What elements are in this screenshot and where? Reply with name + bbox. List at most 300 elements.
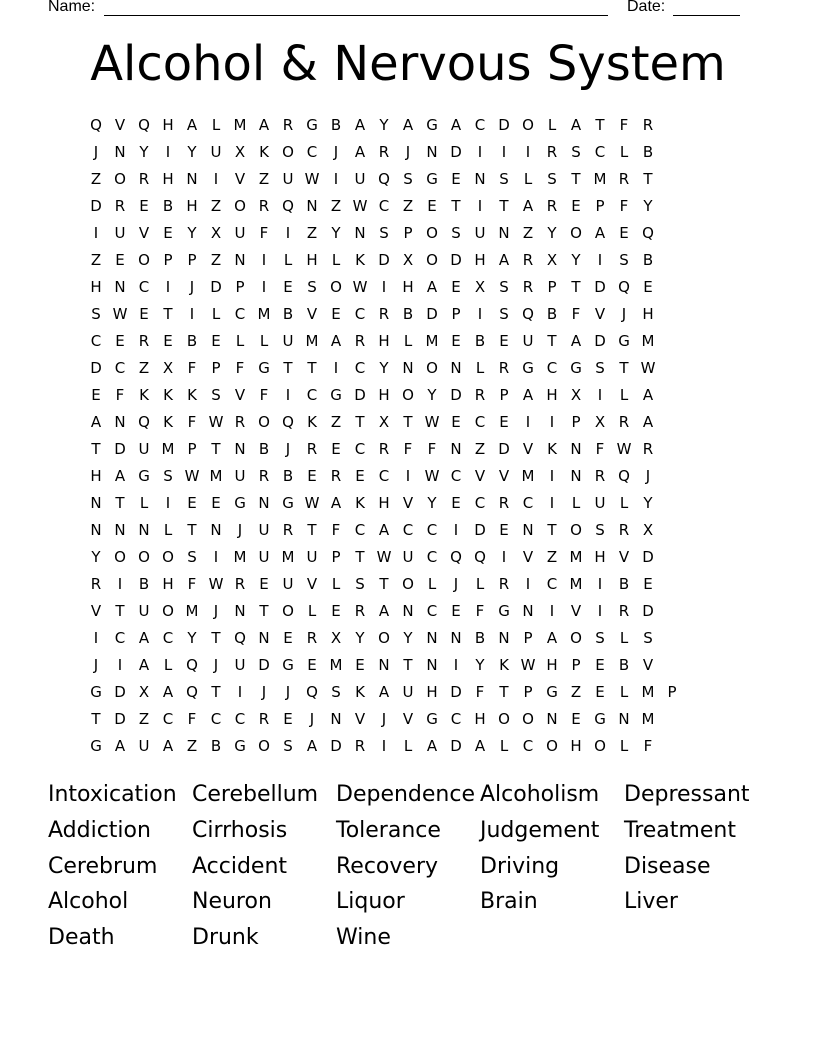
grid-letter: B (642, 143, 654, 161)
grid-letter: U (402, 683, 414, 701)
grid-letter: I (333, 359, 339, 377)
grid-letter: A (162, 737, 174, 755)
grid-letter: D (450, 386, 462, 404)
grid-letter: P (211, 359, 221, 377)
grid-letter: M (209, 467, 223, 485)
grid-row (84, 247, 732, 274)
grid-letter: X (162, 359, 174, 377)
grid-letter: A (114, 737, 126, 755)
grid-letter: S (547, 170, 557, 188)
grid-letter: R (642, 440, 654, 458)
grid-letter: I (285, 224, 291, 242)
grid-letter: N (186, 170, 198, 188)
grid-letter: O (114, 170, 126, 188)
grid-row (84, 436, 732, 463)
grid-row (84, 139, 732, 166)
grid-letter: T (379, 575, 389, 593)
grid-letter: Y (331, 224, 341, 242)
grid-letter: R (546, 143, 558, 161)
grid-letter: L (283, 251, 293, 269)
grid-letter: G (234, 494, 246, 512)
grid-letter: M (569, 575, 583, 593)
grid-letter: L (427, 575, 437, 593)
grid-letter: A (186, 116, 198, 134)
grid-letter: N (570, 440, 582, 458)
grid-letter: J (93, 143, 99, 161)
grid-letter: F (259, 386, 269, 404)
grid-letter: E (163, 224, 173, 242)
grid-letter: L (619, 386, 629, 404)
grid-letter: C (450, 467, 462, 485)
grid-letter: R (522, 278, 534, 296)
grid-letter: F (187, 710, 197, 728)
grid-letter: M (521, 467, 535, 485)
grid-letter: J (309, 710, 315, 728)
grid-letter: F (403, 440, 413, 458)
grid-letter: N (618, 710, 630, 728)
grid-letter: R (258, 467, 270, 485)
grid-letter: B (138, 575, 150, 593)
grid-row (84, 112, 732, 139)
grid-letter: M (233, 548, 247, 566)
grid-row (84, 652, 732, 679)
grid-letter: K (259, 143, 269, 161)
grid-letter: S (643, 629, 653, 647)
grid-letter: N (258, 629, 270, 647)
grid-letter: Y (379, 116, 389, 134)
grid-letter: E (355, 656, 365, 674)
grid-letter: H (186, 197, 198, 215)
grid-row (84, 328, 732, 355)
grid-letter: H (90, 278, 102, 296)
grid-letter: P (667, 683, 677, 701)
grid-letter: J (621, 305, 627, 323)
grid-letter: O (258, 737, 270, 755)
word-list-item: Wine (336, 925, 391, 951)
grid-letter: E (595, 656, 605, 674)
grid-letter: Z (90, 170, 102, 188)
grid-letter: C (354, 305, 366, 323)
grid-letter: C (354, 359, 366, 377)
grid-letter: N (234, 602, 246, 620)
grid-letter: K (355, 251, 365, 269)
grid-letter: L (163, 656, 173, 674)
grid-letter: Y (427, 494, 437, 512)
grid-letter: U (138, 440, 150, 458)
grid-letter: D (330, 737, 342, 755)
grid-letter: C (426, 602, 438, 620)
grid-letter: G (426, 170, 438, 188)
grid-letter: C (450, 710, 462, 728)
grid-letter: A (138, 656, 150, 674)
word-list-item: Death (48, 925, 115, 951)
grid-letter: X (546, 251, 558, 269)
grid-letter: M (329, 656, 343, 674)
grid-letter: K (163, 386, 173, 404)
grid-letter: R (138, 332, 150, 350)
grid-letter: F (619, 197, 629, 215)
grid-letter: R (618, 602, 630, 620)
grid-letter: R (330, 467, 342, 485)
word-list-item: Neuron (192, 889, 272, 915)
grid-letter: T (499, 683, 509, 701)
grid-letter: H (474, 710, 486, 728)
grid-letter: I (549, 494, 555, 512)
grid-letter: Y (355, 629, 365, 647)
grid-letter: E (451, 278, 461, 296)
grid-letter: A (570, 332, 582, 350)
grid-letter: H (162, 575, 174, 593)
grid-letter: N (210, 521, 222, 539)
grid-letter: M (593, 170, 607, 188)
grid-letter: T (211, 683, 221, 701)
grid-letter: A (450, 116, 462, 134)
grid-letter: D (378, 251, 390, 269)
grid-letter: K (187, 386, 197, 404)
grid-letter: D (258, 656, 270, 674)
grid-letter: I (549, 413, 555, 431)
grid-letter: C (594, 143, 606, 161)
grid-letter: V (474, 467, 486, 485)
grid-letter: X (378, 413, 390, 431)
grid-letter: G (234, 737, 246, 755)
word-list-item: Alcohol (48, 889, 129, 915)
grid-letter: N (426, 656, 438, 674)
grid-letter: U (138, 737, 150, 755)
grid-letter: X (138, 683, 150, 701)
grid-letter: N (402, 602, 414, 620)
grid-letter: S (91, 305, 101, 323)
letter-grid (84, 112, 732, 760)
grid-letter: R (306, 629, 318, 647)
grid-letter: D (114, 710, 126, 728)
grid-letter: L (139, 494, 149, 512)
grid-letter: U (282, 332, 294, 350)
grid-letter: L (307, 602, 317, 620)
grid-letter: S (595, 359, 605, 377)
grid-letter: G (282, 656, 294, 674)
grid-letter: P (163, 251, 173, 269)
grid-letter: X (570, 386, 582, 404)
grid-letter: G (258, 359, 270, 377)
grid-row (84, 220, 732, 247)
grid-letter: G (138, 467, 150, 485)
word-list-item: Alcoholism (480, 782, 600, 807)
grid-letter: I (597, 575, 603, 593)
grid-letter: U (522, 332, 534, 350)
grid-letter: G (546, 683, 558, 701)
grid-letter: G (426, 116, 438, 134)
grid-letter: H (546, 656, 558, 674)
grid-letter: A (426, 278, 438, 296)
grid-letter: E (451, 332, 461, 350)
grid-letter: E (643, 278, 653, 296)
grid-letter: I (405, 467, 411, 485)
word-list-item: Dependence (336, 782, 475, 807)
date-line[interactable] (673, 15, 740, 16)
grid-letter: G (90, 737, 102, 755)
grid-letter: Y (187, 143, 197, 161)
grid-letter: I (213, 170, 219, 188)
grid-letter: N (234, 251, 246, 269)
grid-letter: O (282, 143, 294, 161)
grid-letter: X (210, 224, 222, 242)
grid-letter: L (475, 359, 485, 377)
grid-letter: X (402, 251, 414, 269)
grid-letter: V (522, 440, 534, 458)
grid-letter: F (475, 602, 485, 620)
word-list-item: Accident (192, 853, 288, 879)
grid-letter: Z (402, 197, 414, 215)
grid-letter: T (283, 359, 293, 377)
grid-letter: T (403, 656, 413, 674)
grid-letter: E (283, 629, 293, 647)
grid-letter: Z (210, 251, 222, 269)
grid-letter: L (331, 575, 341, 593)
grid-letter: N (450, 359, 462, 377)
grid-letter: G (426, 710, 438, 728)
grid-row (84, 193, 732, 220)
grid-letter: W (520, 656, 536, 674)
grid-letter: C (114, 629, 126, 647)
grid-letter: V (594, 305, 606, 323)
grid-letter: F (595, 440, 605, 458)
grid-letter: U (258, 548, 270, 566)
grid-letter: M (185, 602, 199, 620)
grid-letter: D (474, 521, 486, 539)
grid-letter: Q (186, 656, 198, 674)
grid-letter: E (451, 413, 461, 431)
grid-letter: U (210, 143, 222, 161)
grid-letter: C (354, 440, 366, 458)
grid-letter: C (546, 359, 558, 377)
grid-letter: E (619, 224, 629, 242)
grid-letter: V (522, 548, 534, 566)
grid-letter: P (451, 305, 461, 323)
grid-letter: T (643, 170, 653, 188)
grid-letter: A (162, 683, 174, 701)
word-list-item: Tolerance (336, 817, 441, 843)
grid-letter: B (474, 629, 486, 647)
word-list-item: Driving (480, 853, 560, 879)
grid-letter: B (282, 305, 294, 323)
grid-letter: M (641, 683, 655, 701)
grid-letter: S (619, 251, 629, 269)
grid-letter: U (138, 602, 150, 620)
grid-letter: K (307, 413, 317, 431)
grid-letter: I (477, 143, 483, 161)
grid-letter: Y (475, 656, 485, 674)
grid-letter: D (450, 251, 462, 269)
grid-letter: H (378, 494, 390, 512)
grid-letter: A (354, 116, 366, 134)
grid-letter: I (549, 602, 555, 620)
grid-letter: W (424, 413, 440, 431)
grid-letter: T (547, 332, 557, 350)
grid-letter: N (234, 440, 246, 458)
grid-letter: L (211, 116, 221, 134)
grid-letter: M (233, 116, 247, 134)
grid-letter: I (525, 143, 531, 161)
grid-letter: F (187, 359, 197, 377)
name-label: Name: (48, 0, 96, 15)
grid-letter: X (594, 413, 606, 431)
grid-letter: S (403, 170, 413, 188)
grid-letter: T (619, 359, 629, 377)
grid-letter: S (499, 170, 509, 188)
grid-letter: E (259, 575, 269, 593)
grid-letter: N (522, 602, 534, 620)
grid-letter: I (381, 737, 387, 755)
grid-letter: R (90, 575, 102, 593)
grid-letter: Q (618, 278, 630, 296)
grid-row (84, 301, 732, 328)
grid-letter: H (570, 737, 582, 755)
grid-letter: I (117, 575, 123, 593)
grid-letter: E (331, 305, 341, 323)
grid-letter: Z (330, 413, 342, 431)
grid-letter: E (283, 710, 293, 728)
grid-letter: H (642, 305, 654, 323)
grid-letter: V (354, 710, 366, 728)
grid-letter: E (499, 332, 509, 350)
grid-letter: A (330, 332, 342, 350)
grid-letter: N (378, 656, 390, 674)
word-list-item: Disease (624, 853, 711, 879)
grid-letter: M (641, 710, 655, 728)
grid-letter: C (378, 467, 390, 485)
grid-letter: F (187, 413, 197, 431)
grid-letter: P (235, 278, 245, 296)
grid-letter: R (234, 413, 246, 431)
grid-letter: Q (618, 467, 630, 485)
grid-letter: C (426, 521, 438, 539)
grid-letter: Z (330, 197, 342, 215)
grid-row (84, 679, 732, 706)
page-title: Alcohol & Nervous System (90, 36, 726, 92)
grid-letter: Y (187, 629, 197, 647)
grid-letter: V (570, 602, 582, 620)
grid-letter: G (618, 332, 630, 350)
grid-letter: S (499, 305, 509, 323)
grid-letter: Z (138, 359, 150, 377)
grid-letter: C (378, 197, 390, 215)
grid-letter: T (499, 197, 509, 215)
grid-letter: J (381, 710, 387, 728)
grid-letter: D (90, 359, 102, 377)
grid-letter: D (498, 440, 510, 458)
grid-letter: O (258, 413, 270, 431)
grid-letter: N (114, 521, 126, 539)
grid-letter: G (594, 710, 606, 728)
grid-letter: I (165, 494, 171, 512)
grid-letter: T (307, 521, 317, 539)
grid-letter: L (619, 629, 629, 647)
grid-letter: V (90, 602, 102, 620)
grid-letter: F (187, 575, 197, 593)
grid-letter: T (211, 629, 221, 647)
grid-letter: E (283, 278, 293, 296)
grid-letter: Q (378, 170, 390, 188)
grid-letter: E (427, 197, 437, 215)
grid-letter: N (306, 197, 318, 215)
grid-letter: V (402, 494, 414, 512)
grid-letter: I (333, 170, 339, 188)
grid-letter: L (403, 737, 413, 755)
grid-letter: H (162, 170, 174, 188)
grid-letter: A (642, 386, 654, 404)
grid-letter: I (165, 143, 171, 161)
grid-letter: O (594, 737, 606, 755)
grid-letter: N (570, 467, 582, 485)
grid-letter: A (522, 197, 534, 215)
grid-letter: Y (547, 224, 557, 242)
grid-row (84, 355, 732, 382)
grid-letter: I (381, 278, 387, 296)
grid-letter: B (546, 305, 558, 323)
grid-letter: E (187, 494, 197, 512)
grid-letter: S (331, 683, 341, 701)
grid-letter: O (570, 521, 582, 539)
grid-letter: W (112, 305, 128, 323)
grid-letter: I (501, 143, 507, 161)
grid-letter: F (331, 521, 341, 539)
grid-letter: T (355, 413, 365, 431)
grid-letter: F (235, 359, 245, 377)
grid-letter: R (618, 413, 630, 431)
grid-letter: B (210, 737, 222, 755)
grid-letter: R (234, 575, 246, 593)
grid-letter: A (570, 116, 582, 134)
grid-letter: K (139, 386, 149, 404)
grid-letter: U (354, 170, 366, 188)
grid-letter: J (213, 602, 219, 620)
grid-letter: R (378, 143, 390, 161)
grid-letter: E (307, 656, 317, 674)
grid-letter: C (546, 575, 558, 593)
grid-letter: E (139, 197, 149, 215)
grid-letter: D (90, 197, 102, 215)
grid-letter: I (189, 305, 195, 323)
word-list-item: Cerebrum (48, 853, 158, 879)
name-line[interactable] (104, 15, 608, 16)
grid-row (84, 625, 732, 652)
grid-letter: N (90, 521, 102, 539)
grid-letter: Y (571, 251, 581, 269)
grid-letter: B (618, 575, 630, 593)
grid-letter: R (282, 116, 294, 134)
grid-letter: O (378, 629, 390, 647)
grid-letter: A (378, 521, 390, 539)
grid-letter: I (477, 305, 483, 323)
grid-letter: L (619, 683, 629, 701)
grid-letter: D (642, 548, 654, 566)
grid-letter: L (331, 251, 341, 269)
grid-letter: C (114, 359, 126, 377)
grid-letter: Q (282, 197, 294, 215)
grid-letter: Y (643, 494, 653, 512)
grid-letter: O (402, 575, 414, 593)
grid-letter: W (424, 467, 440, 485)
grid-letter: I (501, 548, 507, 566)
grid-letter: N (138, 521, 150, 539)
grid-letter: G (306, 116, 318, 134)
grid-letter: T (571, 170, 581, 188)
grid-letter: C (402, 521, 414, 539)
grid-letter: W (640, 359, 656, 377)
grid-letter: F (475, 683, 485, 701)
grid-letter: W (304, 494, 320, 512)
